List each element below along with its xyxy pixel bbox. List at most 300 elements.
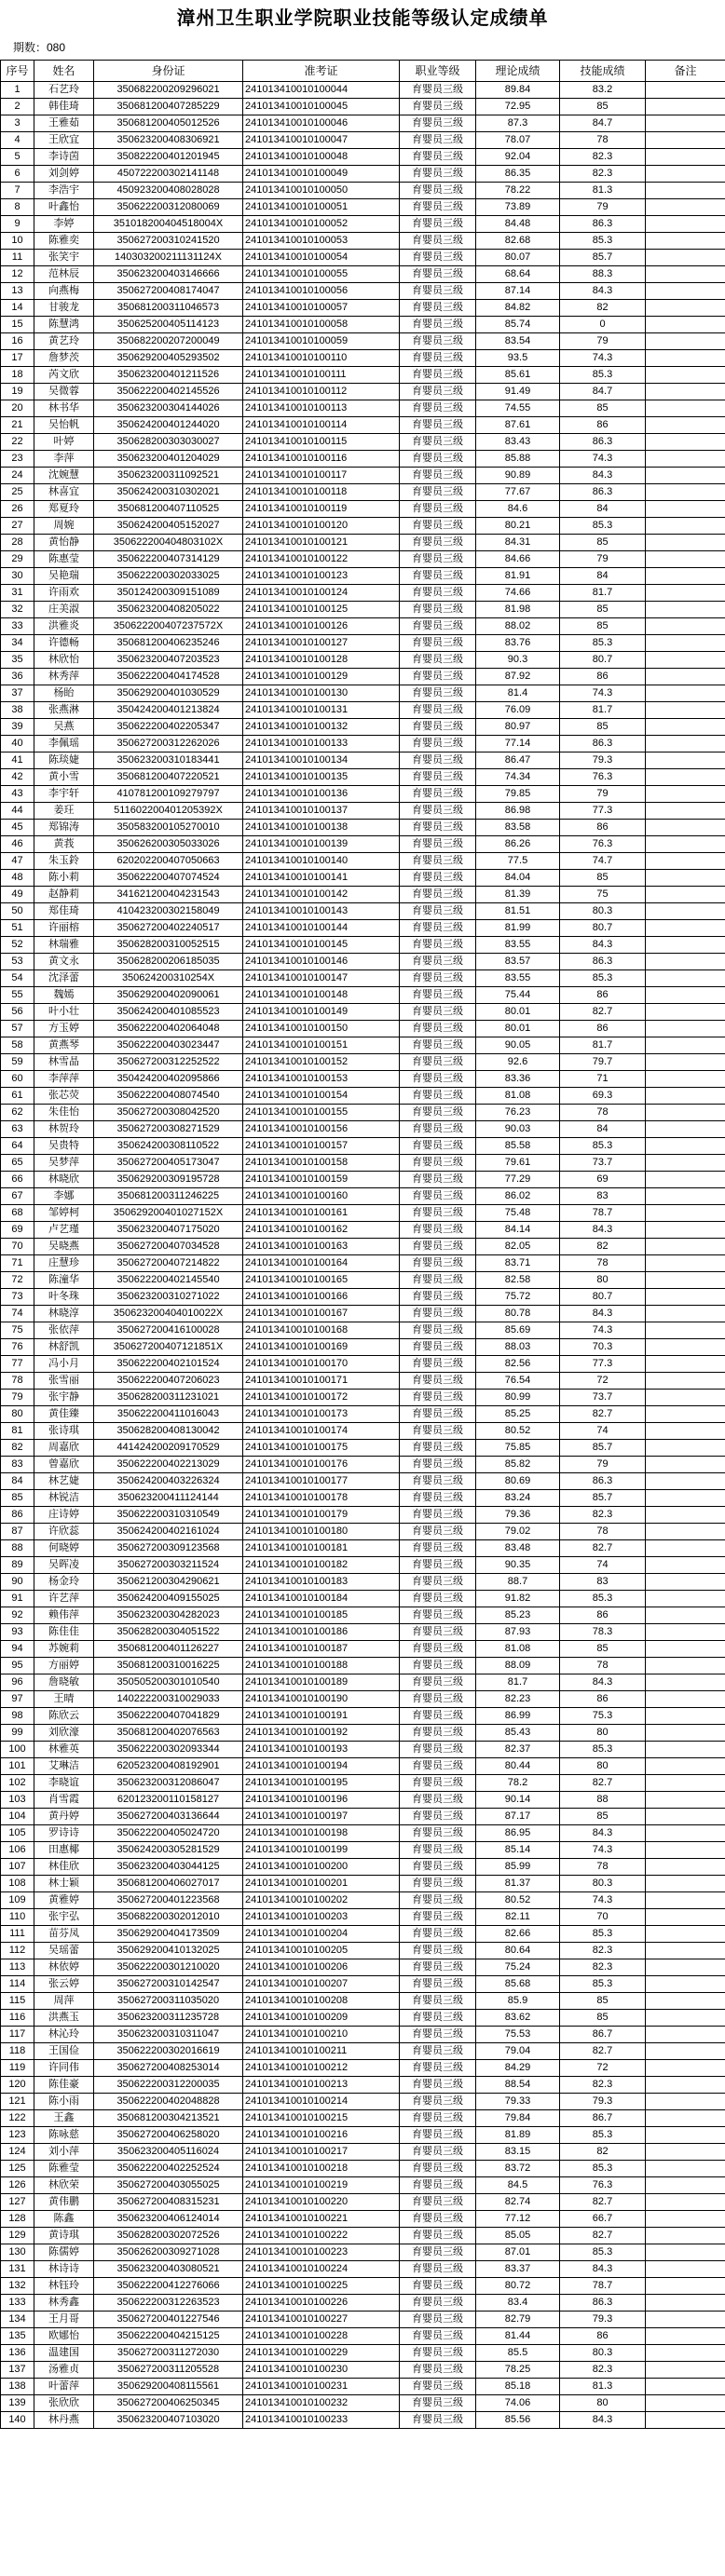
table-row (1, 1976, 725, 1993)
row-level: 育婴员三级 (400, 283, 476, 300)
row-theory-score: 90.14 (476, 1792, 560, 1809)
row-note (646, 1725, 725, 1742)
row-theory-score: 78.25 (476, 2362, 560, 2379)
row-id-card: 350623200407203523 (94, 652, 243, 669)
table-row (1, 1809, 725, 1825)
row-level: 育婴员三级 (400, 786, 476, 803)
row-theory-score: 84.04 (476, 870, 560, 887)
row-seq: 88 (1, 1540, 34, 1557)
row-seq: 97 (1, 1691, 34, 1708)
row-level: 育婴员三级 (400, 702, 476, 719)
row-ticket: 241013410010100112 (243, 384, 400, 400)
row-level: 育婴员三级 (400, 2094, 476, 2110)
row-note (646, 2362, 725, 2379)
row-note (646, 2328, 725, 2345)
row-level: 育婴员三级 (400, 2043, 476, 2060)
row-skill-score: 86 (560, 820, 646, 836)
row-name: 黄伟鹏 (34, 2194, 94, 2211)
row-name: 林艺婕 (34, 1473, 94, 1490)
row-note (646, 920, 725, 937)
row-ticket: 241013410010100046 (243, 115, 400, 132)
row-note (646, 820, 725, 836)
row-skill-score: 84.3 (560, 468, 646, 484)
row-id-card: 350681200405012526 (94, 115, 243, 132)
row-id-card: 350622200310310549 (94, 1507, 243, 1524)
row-level: 育婴员三级 (400, 1976, 476, 1993)
row-skill-score: 76.3 (560, 769, 646, 786)
row-note (646, 937, 725, 954)
row-id-card: 350623200411124144 (94, 1490, 243, 1507)
row-skill-score: 85.3 (560, 1591, 646, 1607)
period-label: 期数：080 (13, 41, 66, 54)
row-id-card: 350622200402048828 (94, 2094, 243, 2110)
row-theory-score: 81.4 (476, 685, 560, 702)
row-theory-score: 84.5 (476, 2177, 560, 2194)
row-note (646, 903, 725, 920)
table-row (1, 300, 725, 317)
row-seq: 59 (1, 1054, 34, 1071)
row-name: 詹梦茨 (34, 350, 94, 367)
row-skill-score: 86 (560, 1607, 646, 1624)
row-ticket: 241013410010100213 (243, 2077, 400, 2094)
row-name: 张笑宇 (34, 250, 94, 266)
row-skill-score: 80.3 (560, 1876, 646, 1892)
row-seq: 107 (1, 1859, 34, 1876)
row-seq: 115 (1, 1993, 34, 2010)
row-theory-score: 82.23 (476, 1691, 560, 1708)
row-ticket: 241013410010100141 (243, 870, 400, 887)
row-theory-score: 87.61 (476, 417, 560, 434)
row-skill-score: 85.3 (560, 1976, 646, 1993)
row-theory-score: 72.95 (476, 99, 560, 115)
row-theory-score: 80.99 (476, 1390, 560, 1406)
row-name: 林雪晶 (34, 1054, 94, 1071)
row-id-card: 350622200404174528 (94, 669, 243, 685)
row-skill-score: 77.3 (560, 803, 646, 820)
row-theory-score: 74.55 (476, 400, 560, 417)
row-ticket: 241013410010100135 (243, 769, 400, 786)
row-note (646, 1205, 725, 1222)
row-name: 洪燕玉 (34, 2010, 94, 2027)
row-ticket: 241013410010100057 (243, 300, 400, 317)
table-row (1, 1138, 725, 1155)
row-ticket: 241013410010100124 (243, 585, 400, 602)
row-name: 吴艳瑞 (34, 568, 94, 585)
row-theory-score: 85.69 (476, 1322, 560, 1339)
row-theory-score: 83.71 (476, 1255, 560, 1272)
row-seq: 11 (1, 250, 34, 266)
row-skill-score: 84 (560, 501, 646, 518)
row-theory-score: 81.91 (476, 568, 560, 585)
row-id-card: 350622200402145526 (94, 384, 243, 400)
row-theory-score: 81.37 (476, 1876, 560, 1892)
row-seq: 84 (1, 1473, 34, 1490)
row-seq: 109 (1, 1892, 34, 1909)
row-name: 刘小萍 (34, 2144, 94, 2161)
row-ticket: 241013410010100136 (243, 786, 400, 803)
row-id-card: 350623200403044125 (94, 1859, 243, 1876)
row-seq: 92 (1, 1607, 34, 1624)
row-name: 温建国 (34, 2345, 94, 2362)
row-seq: 40 (1, 736, 34, 752)
row-name: 苏婉莉 (34, 1641, 94, 1658)
row-note (646, 1339, 725, 1356)
table-row (1, 2345, 725, 2362)
row-skill-score: 80.7 (560, 920, 646, 937)
row-theory-score: 81.89 (476, 2127, 560, 2144)
row-seq: 48 (1, 870, 34, 887)
row-name: 向燕梅 (34, 283, 94, 300)
row-note (646, 1959, 725, 1976)
row-skill-score: 82.7 (560, 2194, 646, 2211)
row-level: 育婴员三级 (400, 2077, 476, 2094)
row-ticket: 241013410010100184 (243, 1591, 400, 1607)
row-level: 育婴员三级 (400, 300, 476, 317)
row-name: 林诗诗 (34, 2261, 94, 2278)
row-skill-score: 82.7 (560, 1406, 646, 1423)
row-note (646, 1390, 725, 1406)
row-id-card: 350627200401223568 (94, 1892, 243, 1909)
row-skill-score: 79 (560, 333, 646, 350)
row-level: 育婴员三级 (400, 216, 476, 233)
table-row (1, 266, 725, 283)
row-name: 李萍 (34, 451, 94, 468)
row-ticket: 241013410010100126 (243, 618, 400, 635)
row-note (646, 1842, 725, 1859)
row-skill-score: 78.7 (560, 2278, 646, 2295)
row-name: 林晓淳 (34, 1306, 94, 1322)
row-theory-score: 90.03 (476, 1121, 560, 1138)
row-skill-score: 78 (560, 1255, 646, 1272)
row-ticket: 241013410010100196 (243, 1792, 400, 1809)
table-row (1, 2312, 725, 2328)
row-seq: 122 (1, 2110, 34, 2127)
row-id-card: 350822200401201945 (94, 149, 243, 166)
row-theory-score: 80.07 (476, 250, 560, 266)
row-seq: 106 (1, 1842, 34, 1859)
table-row (1, 836, 725, 853)
row-note (646, 1507, 725, 1524)
row-level: 育婴员三级 (400, 1457, 476, 1473)
row-note (646, 1574, 725, 1591)
row-name: 张欣欣 (34, 2395, 94, 2412)
row-id-card: 350625200405114123 (94, 317, 243, 333)
row-name: 叶鑫怡 (34, 199, 94, 216)
table-row (1, 1892, 725, 1909)
row-note (646, 1591, 725, 1607)
row-seq: 37 (1, 685, 34, 702)
row-name: 王晴 (34, 1691, 94, 1708)
row-theory-score: 73.89 (476, 199, 560, 216)
row-ticket: 241013410010100111 (243, 367, 400, 384)
table-row (1, 1624, 725, 1641)
row-skill-score: 84 (560, 1121, 646, 1138)
row-level: 育婴员三级 (400, 451, 476, 468)
row-note (646, 501, 725, 518)
row-id-card: 350681200407110525 (94, 501, 243, 518)
row-ticket: 241013410010100229 (243, 2345, 400, 2362)
row-note (646, 1674, 725, 1691)
row-ticket: 241013410010100201 (243, 1876, 400, 1892)
row-note (646, 2211, 725, 2228)
row-skill-score: 82.3 (560, 149, 646, 166)
row-seq: 49 (1, 887, 34, 903)
row-ticket: 241013410010100157 (243, 1138, 400, 1155)
row-note (646, 400, 725, 417)
row-name: 汤雅贞 (34, 2362, 94, 2379)
row-seq: 93 (1, 1624, 34, 1641)
row-note (646, 1071, 725, 1088)
row-skill-score: 80 (560, 1272, 646, 1289)
row-name: 黄丹婷 (34, 1809, 94, 1825)
row-seq: 117 (1, 2027, 34, 2043)
row-name: 陈琰婕 (34, 752, 94, 769)
row-level: 育婴员三级 (400, 937, 476, 954)
row-id-card: 350622200312263523 (94, 2295, 243, 2312)
column-header-seq: 序号 (1, 61, 34, 82)
row-skill-score: 86 (560, 417, 646, 434)
table-row (1, 2010, 725, 2027)
row-name: 郑佳琦 (34, 903, 94, 920)
row-ticket: 241013410010100166 (243, 1289, 400, 1306)
row-theory-score: 85.68 (476, 1976, 560, 1993)
row-level: 育婴员三级 (400, 1406, 476, 1423)
row-ticket: 241013410010100118 (243, 484, 400, 501)
row-seq: 112 (1, 1943, 34, 1959)
row-note (646, 183, 725, 199)
row-seq: 138 (1, 2379, 34, 2395)
row-theory-score: 83.43 (476, 434, 560, 451)
column-header-name: 姓名 (34, 61, 94, 82)
row-name: 林士颖 (34, 1876, 94, 1892)
row-note (646, 417, 725, 434)
row-seq: 19 (1, 384, 34, 400)
row-name: 苗芬凤 (34, 1926, 94, 1943)
row-ticket: 241013410010100222 (243, 2228, 400, 2244)
row-seq: 119 (1, 2060, 34, 2077)
row-name: 邹婷柯 (34, 1205, 94, 1222)
table-row (1, 2362, 725, 2379)
row-seq: 63 (1, 1121, 34, 1138)
row-name: 范林辰 (34, 266, 94, 283)
row-ticket: 241013410010100226 (243, 2295, 400, 2312)
row-id-card: 350628200311231021 (94, 1390, 243, 1406)
row-name: 庄诗婷 (34, 1507, 94, 1524)
row-level: 育婴员三级 (400, 1993, 476, 2010)
row-note (646, 1239, 725, 1255)
row-note (646, 2278, 725, 2295)
row-name: 卢艺瑾 (34, 1222, 94, 1239)
row-level: 育婴员三级 (400, 1021, 476, 1037)
row-theory-score: 87.92 (476, 669, 560, 685)
row-ticket: 241013410010100158 (243, 1155, 400, 1172)
table-row (1, 1222, 725, 1239)
table-row (1, 1272, 725, 1289)
row-seq: 129 (1, 2228, 34, 2244)
row-skill-score: 79.3 (560, 2094, 646, 2110)
row-ticket: 241013410010100144 (243, 920, 400, 937)
row-theory-score: 80.97 (476, 719, 560, 736)
row-skill-score: 86 (560, 2328, 646, 2345)
row-id-card: 341621200404231543 (94, 887, 243, 903)
row-ticket: 241013410010100044 (243, 82, 400, 99)
table-row (1, 1758, 725, 1775)
row-ticket: 241013410010100122 (243, 551, 400, 568)
grades-table (0, 60, 725, 2429)
row-ticket: 241013410010100142 (243, 887, 400, 903)
row-note (646, 2110, 725, 2127)
row-skill-score: 81.7 (560, 585, 646, 602)
row-ticket: 241013410010100156 (243, 1121, 400, 1138)
row-ticket: 241013410010100223 (243, 2244, 400, 2261)
row-seq: 57 (1, 1021, 34, 1037)
table-row (1, 1306, 725, 1322)
table-row (1, 1742, 725, 1758)
row-level: 育婴员三级 (400, 1339, 476, 1356)
row-theory-score: 85.56 (476, 2412, 560, 2429)
row-level: 育婴员三级 (400, 1440, 476, 1457)
row-seq: 54 (1, 970, 34, 987)
row-id-card: 350622200407237572X (94, 618, 243, 635)
row-seq: 137 (1, 2362, 34, 2379)
row-skill-score: 80.3 (560, 903, 646, 920)
row-note (646, 1322, 725, 1339)
row-id-card: 350629200401027152X (94, 1205, 243, 1222)
row-note (646, 1155, 725, 1172)
row-skill-score: 85 (560, 1641, 646, 1658)
table-row (1, 367, 725, 384)
row-id-card: 350627200407121851X (94, 1339, 243, 1356)
row-name: 艾琳洁 (34, 1758, 94, 1775)
row-name: 黄雅婷 (34, 1892, 94, 1909)
row-theory-score: 78.22 (476, 183, 560, 199)
row-skill-score: 85 (560, 602, 646, 618)
table-row (1, 1691, 725, 1708)
row-id-card: 350624200405152027 (94, 518, 243, 535)
table-row (1, 903, 725, 920)
row-skill-score: 84.3 (560, 283, 646, 300)
row-id-card: 350424200402095866 (94, 1071, 243, 1088)
row-name: 黄诗琪 (34, 2228, 94, 2244)
row-ticket: 241013410010100164 (243, 1255, 400, 1272)
row-ticket: 241013410010100125 (243, 602, 400, 618)
row-level: 育婴员三级 (400, 1356, 476, 1373)
row-skill-score: 85.3 (560, 1926, 646, 1943)
row-id-card: 350622200402252524 (94, 2161, 243, 2177)
row-id-card: 350629200401030529 (94, 685, 243, 702)
row-theory-score: 68.64 (476, 266, 560, 283)
row-skill-score: 71 (560, 1071, 646, 1088)
row-seq: 74 (1, 1306, 34, 1322)
row-theory-score: 84.82 (476, 300, 560, 317)
row-seq: 28 (1, 535, 34, 551)
row-skill-score: 76.3 (560, 2177, 646, 2194)
row-seq: 134 (1, 2312, 34, 2328)
row-id-card: 350627200405173047 (94, 1155, 243, 1172)
row-theory-score: 85.88 (476, 451, 560, 468)
row-theory-score: 77.12 (476, 2211, 560, 2228)
row-name: 石艺玲 (34, 82, 94, 99)
row-level: 育婴员三级 (400, 669, 476, 685)
row-ticket: 241013410010100180 (243, 1524, 400, 1540)
row-ticket: 241013410010100161 (243, 1205, 400, 1222)
row-theory-score: 83.62 (476, 2010, 560, 2027)
table-row (1, 1574, 725, 1591)
row-id-card: 140222200310029033 (94, 1691, 243, 1708)
row-id-card: 350124200309151089 (94, 585, 243, 602)
row-skill-score: 82.7 (560, 1775, 646, 1792)
row-skill-score: 78.7 (560, 1205, 646, 1222)
row-ticket: 241013410010100170 (243, 1356, 400, 1373)
row-theory-score: 80.52 (476, 1892, 560, 1909)
row-id-card: 350629200402090061 (94, 987, 243, 1004)
table-row (1, 1188, 725, 1205)
row-seq: 105 (1, 1825, 34, 1842)
row-name: 刘剑婷 (34, 166, 94, 183)
row-skill-score: 85.3 (560, 2244, 646, 2261)
row-name: 林喜宜 (34, 484, 94, 501)
row-name: 刘欣濠 (34, 1725, 94, 1742)
row-level: 育婴员三级 (400, 501, 476, 518)
row-name: 洪雅炎 (34, 618, 94, 635)
row-id-card: 350627200303211524 (94, 1557, 243, 1574)
row-level: 育婴员三级 (400, 1708, 476, 1725)
table-row (1, 1557, 725, 1574)
row-seq: 126 (1, 2177, 34, 2194)
row-id-card: 350622200312200035 (94, 2077, 243, 2094)
row-level: 育婴员三级 (400, 1725, 476, 1742)
row-note (646, 1356, 725, 1373)
row-name: 王国俭 (34, 2043, 94, 2060)
row-level: 育婴员三级 (400, 1373, 476, 1390)
row-ticket: 241013410010100163 (243, 1239, 400, 1255)
table-row (1, 1021, 725, 1037)
row-note (646, 1943, 725, 1959)
row-seq: 10 (1, 233, 34, 250)
table-row (1, 1909, 725, 1926)
row-id-card: 350623200310183441 (94, 752, 243, 769)
row-ticket: 241013410010100053 (243, 233, 400, 250)
row-level: 育婴员三级 (400, 1172, 476, 1188)
row-skill-score: 70.3 (560, 1339, 646, 1356)
row-seq: 139 (1, 2395, 34, 2412)
row-note (646, 333, 725, 350)
row-id-card: 350629200309195728 (94, 1172, 243, 1188)
row-note (646, 1758, 725, 1775)
row-seq: 95 (1, 1658, 34, 1674)
row-theory-score: 74.06 (476, 2395, 560, 2412)
row-seq: 1 (1, 82, 34, 99)
row-seq: 70 (1, 1239, 34, 1255)
row-ticket: 241013410010100137 (243, 803, 400, 820)
row-id-card: 350623200312086047 (94, 1775, 243, 1792)
row-skill-score: 88.3 (560, 266, 646, 283)
row-skill-score: 82.3 (560, 166, 646, 183)
row-theory-score: 81.08 (476, 1088, 560, 1105)
row-ticket: 241013410010100058 (243, 317, 400, 333)
row-skill-score: 84.3 (560, 1674, 646, 1691)
row-name: 李婷 (34, 216, 94, 233)
row-name: 张宇弘 (34, 1909, 94, 1926)
row-name: 李诗茵 (34, 149, 94, 166)
row-note (646, 2244, 725, 2261)
table-row (1, 2379, 725, 2395)
row-level: 育婴员三级 (400, 1775, 476, 1792)
row-ticket: 241013410010100186 (243, 1624, 400, 1641)
row-seq: 23 (1, 451, 34, 468)
row-id-card: 350682200302012010 (94, 1909, 243, 1926)
row-id-card: 350623200401204029 (94, 451, 243, 468)
